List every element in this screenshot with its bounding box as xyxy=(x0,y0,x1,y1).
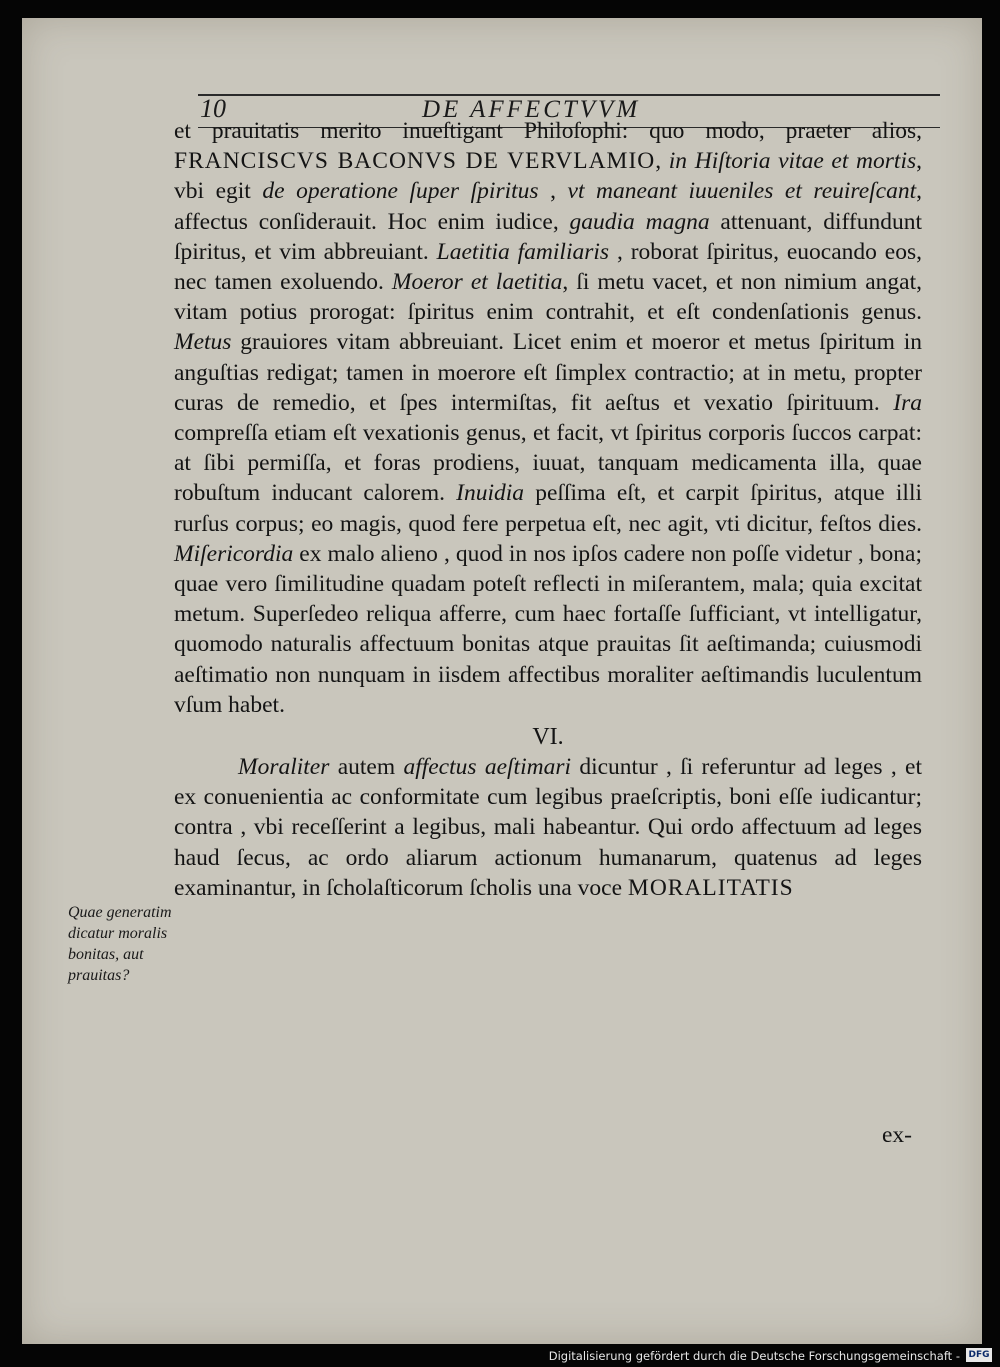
paragraph-1-span: Miſericordia xyxy=(174,540,294,567)
paragraph-1-span: , ſi metu vacet, et non nimium angat, vitam potius prorogat: ſpiritus enim contrahit, et eſt condenſationis genus. xyxy=(174,269,923,326)
margin-note: Quae generatim dicatur moralis bonitas, aut prauitas? xyxy=(68,904,172,984)
paragraph-1-span: , xyxy=(655,148,669,175)
paragraph-2-span: autem xyxy=(329,754,404,781)
running-head: DE AFFECTVVM xyxy=(422,96,641,123)
paragraph-1-span: compreſſa etiam eſt vexationis genus, et facit, vt ſpiritus corporis ſuccos carpat: at ſibi permiſſa, et foras prodiens, iuuat, tanquam medicamenta illa, quae robuſtum inducant calorem. xyxy=(174,420,922,507)
paragraph-1-span: gaudia magna xyxy=(569,208,710,235)
paragraph-1-span: Laetitia familiaris xyxy=(436,238,610,265)
paragraph-2 xyxy=(174,752,922,903)
paragraph-2-span: Moraliter xyxy=(238,754,330,781)
paragraph-1-span: Metus xyxy=(174,329,232,356)
page-number: 10 xyxy=(200,94,226,123)
paragraph-1-span: FRANCISCVS BACONVS DE VERVLAMIO xyxy=(174,148,656,175)
paragraph-1-span: grauiores vitam abbreuiant. Licet enim et moeror et metus ſpiritum in anguſtias redigat; tamen in moerore eſt ſimplex contractio; at in metu, propter curas de remedio, et ſpes intermiſtas, fit aeſtus et vexatio ſpirituum. xyxy=(174,329,922,416)
paragraph-1-span: in Hiſtoria vitae et mortis xyxy=(668,148,917,175)
paragraph-2-span: affectus aeſtimari xyxy=(403,754,572,781)
dfg-logo-icon: DFG xyxy=(966,1348,992,1362)
paragraph-1-span: Moeror et laetitia xyxy=(391,269,563,296)
footer-credit: Digitalisierung gefördert durch die Deutsche Forschungsgemeinschaft - xyxy=(548,1349,960,1363)
paragraph-1-span: ex malo alieno , quod in nos ipſos cadere non poſſe videtur , bona; quae vero ſimilitudine quadam poteſt reflecti in miſerantem, mala; quia excitat metum. Superſedeo reliqua afferre, cum haec fortaſſe ſufficiant, vt intelligatur, quomodo naturalis affectuum bonitas atque prauitas ſit aeſtimanda; cuiusmodi aeſtimatio non nunquam in iisdem affectibus moraliter aeſtimandis luculentum vſum habet. xyxy=(174,540,922,718)
paragraph-2-span: dicuntur , ſi referuntur ad leges , et ex conuenientia ac conformitate cum legibus praeſcriptis, boni eſſe iudicantur; contra , vbi receſſerint a legibus, mali habeantur. Qui ordo affectuum ad leges haud ſecus, ac ordo aliarum actionum humanarum, quatenus ad leges examinantur, in ſcholaſticorum ſcholis una voce xyxy=(174,754,922,901)
catchword: ex- xyxy=(882,1122,913,1148)
paragraph-1-span: , affectus conſiderauit. Hoc enim iudice, xyxy=(174,178,922,235)
paragraph-1-span: , vbi egit xyxy=(174,148,922,205)
paragraph-2-span: MORALITATIS xyxy=(627,874,794,901)
paragraph-1-span: attenuant, diffundunt ſpiritus, et vim abbreuiant. xyxy=(174,208,922,265)
paragraph-1 xyxy=(174,116,922,720)
body-text xyxy=(174,116,922,903)
paragraph-1-span: , xyxy=(538,178,568,205)
paragraph-1-span: et prauitatis merito inueſtigant Philoſophi: quo modo, praeter alios, xyxy=(174,118,922,144)
paragraph-1-span: peſſima eſt, et carpit ſpiritus, atque illi rurſus corpus; eo magis, quod fere perpetua eſt, nec agit, vti dicitur, feſtos dies. xyxy=(174,480,923,537)
section-number: VI. xyxy=(532,724,564,751)
paragraph-1-span: Ira xyxy=(893,389,922,416)
paragraph-1-span: vt maneant iuueniles et reuireſcant xyxy=(567,178,917,205)
paragraph-1-span: Inuidia xyxy=(456,480,525,507)
paragraph-1-span: , roborat ſpiritus, euocando eos, nec tamen exoluendo. xyxy=(174,238,922,296)
paragraph-1-span: de operatione ſuper ſpiritus xyxy=(262,178,539,205)
